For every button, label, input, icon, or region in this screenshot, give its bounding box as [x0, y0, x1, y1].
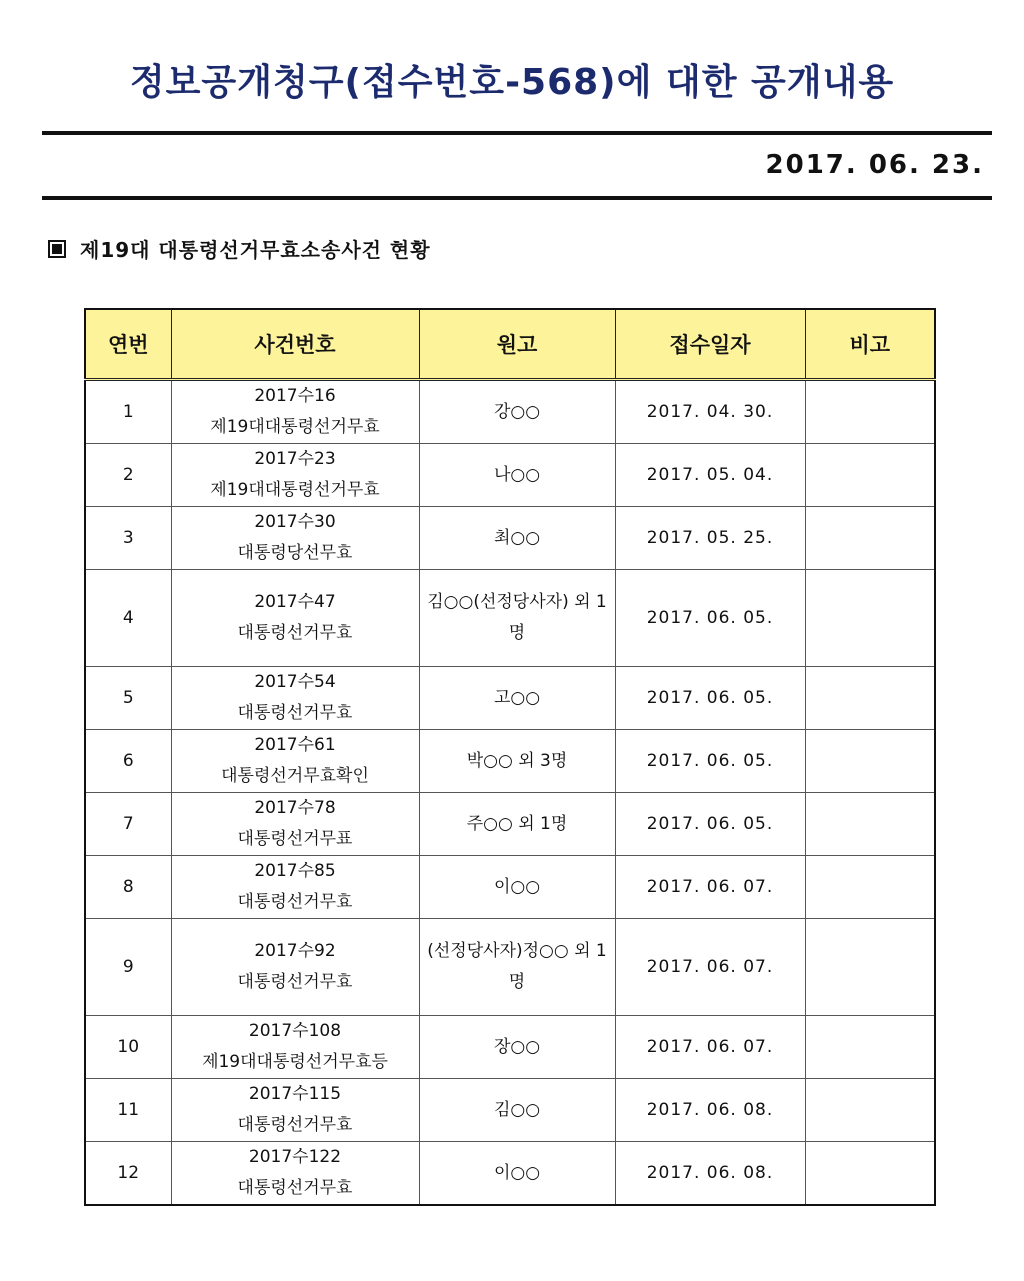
plaintiff: 장○○ — [419, 1016, 615, 1079]
table-row — [85, 1016, 935, 1079]
case-number: 2017수92 — [254, 941, 336, 961]
plaintiff: 최○○ — [419, 507, 615, 570]
received-date: 2017. 06. 07. — [615, 856, 805, 919]
row-number: 9 — [85, 919, 171, 1016]
case-name: 대통령당선무효 — [237, 543, 353, 563]
cases-table — [84, 308, 936, 1206]
received-date: 2017. 06. 05. — [615, 570, 805, 667]
case-cell — [171, 570, 419, 667]
table-body — [85, 380, 935, 1206]
received-date: 2017. 06. 05. — [615, 730, 805, 793]
case-cell — [171, 1016, 419, 1079]
header-no: 연번 — [85, 309, 171, 380]
case-name: 대통령선거무효 — [237, 972, 353, 992]
case-cell — [171, 856, 419, 919]
plaintiff: 주○○ 외 1명 — [419, 793, 615, 856]
case-name: 대통령선거무효 — [237, 892, 353, 912]
table-row — [85, 507, 935, 570]
case-name: 제19대대통령선거무효등 — [202, 1052, 388, 1072]
row-number: 11 — [85, 1079, 171, 1142]
table-row — [85, 570, 935, 667]
note — [805, 1079, 935, 1142]
plaintiff: 김○○ — [419, 1079, 615, 1142]
row-number: 3 — [85, 507, 171, 570]
note — [805, 444, 935, 507]
plaintiff: 이○○ — [419, 1142, 615, 1206]
row-number: 10 — [85, 1016, 171, 1079]
case-number: 2017수30 — [254, 512, 336, 532]
table-row — [85, 793, 935, 856]
plaintiff: 김○○(선정당사자) 외 1명 — [419, 570, 615, 667]
received-date: 2017. 06. 07. — [615, 919, 805, 1016]
section-title: 제19대 대통령선거무효소송사건 현황 — [80, 238, 431, 262]
page-title: 정보공개청구(접수번호-568)에 대한 공개내용 — [129, 62, 895, 103]
note — [805, 507, 935, 570]
plaintiff: 박○○ 외 3명 — [419, 730, 615, 793]
table-row — [85, 919, 935, 1016]
bottom-rule — [42, 196, 992, 200]
square-bullet-icon — [48, 240, 66, 258]
case-name: 대통령선거무효 — [237, 623, 353, 643]
received-date: 2017. 06. 08. — [615, 1142, 805, 1206]
row-number: 8 — [85, 856, 171, 919]
table-row — [85, 380, 935, 444]
received-date: 2017. 05. 04. — [615, 444, 805, 507]
case-number: 2017수47 — [254, 592, 336, 612]
received-date: 2017. 06. 05. — [615, 667, 805, 730]
received-date: 2017. 06. 08. — [615, 1079, 805, 1142]
row-number: 5 — [85, 667, 171, 730]
note — [805, 919, 935, 1016]
table-row — [85, 730, 935, 793]
header-note: 비고 — [805, 309, 935, 380]
case-name: 제19대대통령선거무효 — [210, 480, 380, 500]
table-row — [85, 856, 935, 919]
row-number: 2 — [85, 444, 171, 507]
case-number: 2017수23 — [254, 449, 336, 469]
table-header-row — [85, 309, 935, 380]
case-number: 2017수78 — [254, 798, 336, 818]
case-cell — [171, 444, 419, 507]
case-cell — [171, 380, 419, 444]
case-cell — [171, 1079, 419, 1142]
header-plaintiff: 원고 — [419, 309, 615, 380]
table-row — [85, 1142, 935, 1206]
plaintiff: 강○○ — [419, 380, 615, 444]
case-number: 2017수54 — [254, 672, 336, 692]
received-date: 2017. 05. 25. — [615, 507, 805, 570]
row-number: 4 — [85, 570, 171, 667]
case-cell — [171, 730, 419, 793]
plaintiff: 이○○ — [419, 856, 615, 919]
case-number: 2017수85 — [254, 861, 336, 881]
note — [805, 667, 935, 730]
case-cell — [171, 919, 419, 1016]
case-cell — [171, 1142, 419, 1206]
received-date: 2017. 04. 30. — [615, 380, 805, 444]
note — [805, 570, 935, 667]
row-number: 1 — [85, 380, 171, 444]
row-number: 7 — [85, 793, 171, 856]
case-name: 대통령선거무효 — [237, 1178, 353, 1198]
case-name: 제19대대통령선거무효 — [210, 417, 380, 437]
case-number: 2017수122 — [248, 1147, 342, 1167]
case-cell — [171, 667, 419, 730]
case-number: 2017수61 — [254, 735, 336, 755]
table-row — [85, 444, 935, 507]
case-cell — [171, 793, 419, 856]
case-name: 대통령선거무효 — [237, 1115, 353, 1135]
note — [805, 793, 935, 856]
plaintiff: 고○○ — [419, 667, 615, 730]
row-number: 12 — [85, 1142, 171, 1206]
case-name: 대통령선거무효확인 — [221, 766, 369, 786]
table-row — [85, 1079, 935, 1142]
case-number: 2017수16 — [254, 386, 336, 406]
received-date: 2017. 06. 07. — [615, 1016, 805, 1079]
top-rule — [42, 131, 992, 135]
header-case-number: 사건번호 — [171, 309, 419, 380]
header-received-date: 접수일자 — [615, 309, 805, 380]
document-date: 2017. 06. 23. — [765, 150, 984, 180]
note — [805, 730, 935, 793]
plaintiff: (선정당사자)정○○ 외 1명 — [419, 919, 615, 1016]
note — [805, 1142, 935, 1206]
plaintiff: 나○○ — [419, 444, 615, 507]
received-date: 2017. 06. 05. — [615, 793, 805, 856]
case-name: 대통령선거무효 — [237, 703, 353, 723]
case-number: 2017수115 — [248, 1084, 342, 1104]
case-name: 대통령선거무표 — [237, 829, 353, 849]
note — [805, 1016, 935, 1079]
case-number: 2017수108 — [248, 1021, 342, 1041]
table-row — [85, 667, 935, 730]
note — [805, 856, 935, 919]
note — [805, 380, 935, 444]
section-heading — [48, 234, 431, 263]
case-cell — [171, 507, 419, 570]
row-number: 6 — [85, 730, 171, 793]
